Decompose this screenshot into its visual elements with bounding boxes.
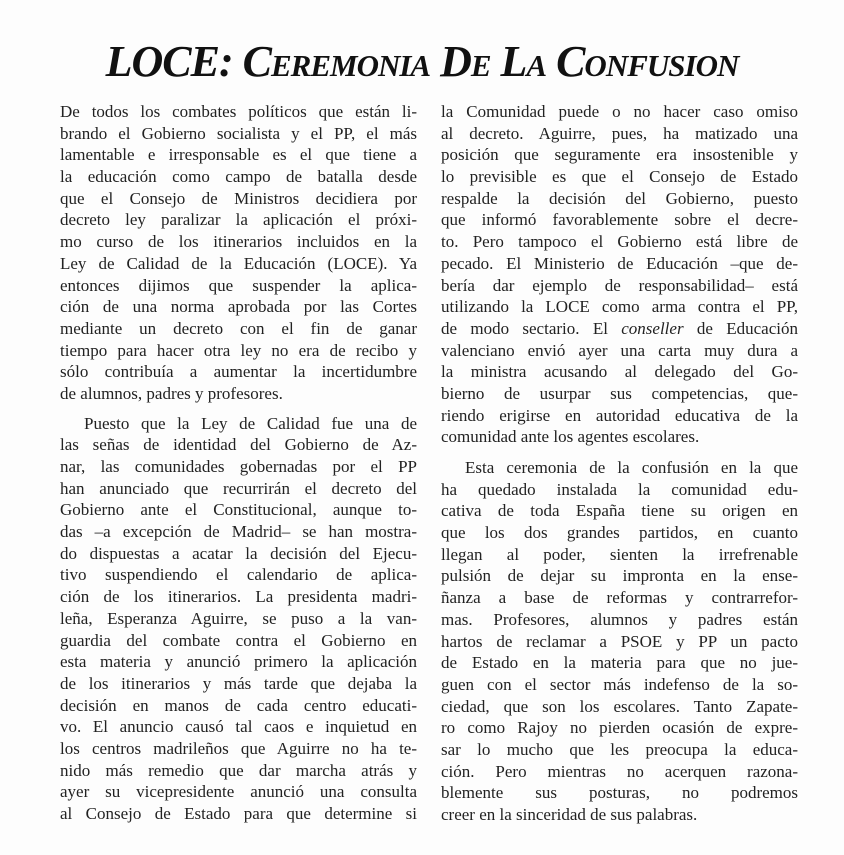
paragraph-gap [60, 405, 417, 413]
text-line: mediante un decreto con el fin de ganar [60, 318, 417, 338]
text-line: entonces dijimos que suspender la aplica- [60, 275, 417, 295]
text-line: la educación como campo de batalla desde [60, 167, 417, 187]
text-line: al Consejo de Estado para que determine si [60, 804, 417, 823]
text-line: ción de una norma aprobada por las Cortes [60, 297, 417, 317]
text-line: blemente sus posturas, no podremos [441, 783, 798, 803]
text-line: al decreto. Aguirre, pues, ha matizado una [441, 123, 798, 143]
text-line: do dispuestas a acatar la decisión del Ejecu- [60, 543, 417, 563]
text-line: los centros madrileños que Aguirre no ha te- [60, 738, 417, 758]
text-line: sólo contribuía a aumentar la incertidumbre [60, 362, 417, 382]
text-line: ñanza a base de reformas y contrarrefor- [441, 588, 798, 608]
text-line: de los itinerarios y más tarde que dejaba la [60, 673, 417, 693]
text-line: llegan al poder, sienten la irrefrenable [441, 544, 798, 564]
headline: LOCE: Ceremonia De La Confusion [105, 37, 739, 86]
text-line: das –a excepción de Madrid– se han mostra- [60, 522, 417, 542]
text-line: ha quedado instalada la comunidad edu- [441, 479, 798, 499]
text-line: mo curso de los itinerarios incluidos en la [60, 232, 417, 252]
text-line: ción de los itinerarios. La presidenta madri- [60, 587, 417, 607]
text-line: Ley de Calidad de la Educación (LOCE). Ya [60, 253, 417, 273]
text-line: decisión en manos de cada centro educati- [60, 695, 417, 715]
text-line: utilizando la LOCE como arma contra el PP, [441, 297, 798, 317]
text-line: guen con el sector más indefenso de la so- [441, 674, 798, 694]
text-line: han anunciado que recurrirán el decreto del [60, 478, 417, 498]
text-line: de modo sectario. El conseller de Educación [441, 318, 798, 338]
text-line: sar lo mucho que les preocupa la educa- [441, 739, 798, 759]
text-line: tiempo para hacer otra ley no era de recibo y [60, 340, 417, 360]
text-line: Esta ceremonia de la confusión en la que [465, 458, 798, 477]
text-line: respalde la decisión del Gobierno, puesto [441, 188, 798, 208]
text-line: que los dos grandes partidos, en cuanto [441, 523, 798, 543]
text-line: comunidad ante los agentes escolares. [441, 427, 700, 447]
text-line: de Estado en la materia para que no jue- [441, 653, 798, 673]
text-line: decreto ley paralizar la aplicación el próxi- [60, 210, 417, 230]
text-line: ayer su vicepresidente anunció una consulta [60, 782, 417, 802]
left-column [60, 101, 417, 825]
text-line: creer en la sinceridad de sus palabras. [441, 805, 698, 824]
text-line: lo previsible es que el Consejo de Estado [441, 167, 798, 187]
text-line: leña, Esperanza Aguirre, se puso a la van- [60, 608, 417, 628]
text-line: ción. Pero mientras no acerquen razona- [441, 761, 798, 781]
text-line: valenciano envió ayer una carta muy dura a [441, 340, 798, 360]
text-line: riendo erigirse en autoridad educativa de la [441, 405, 798, 425]
text-line: Puesto que la Ley de Calidad fue una de [84, 413, 417, 433]
text-line: pulsión de dejar su impronta en la ense- [441, 566, 798, 586]
text-line: ro como Rajoy no pierden ocasión de expre- [441, 718, 798, 738]
text-line: posición que seguramente era insostenible y [441, 145, 798, 165]
text-line: pecado. El Ministerio de Educación –que de- [441, 253, 798, 273]
text-line: que informó favorablemente sobre el decre- [441, 210, 798, 230]
text-line: guardia del combate contra el Gobierno en [60, 630, 417, 650]
text-line: la Comunidad puede o no hacer caso omiso [441, 102, 798, 121]
text-line: las señas de identidad del Gobierno de Az- [60, 435, 417, 455]
text-line: mas. Profesores, alumnos y padres están [441, 609, 798, 629]
text-line: ciedad, que son los escolares. Tanto Zapate- [441, 696, 798, 716]
text-line: bierno de usurpar sus competencias, que- [441, 383, 798, 403]
text-line: cativa de toda España tiene su origen en [441, 501, 798, 521]
text-line: nido más remedio que dar marcha atrás y [60, 760, 417, 780]
text-line: vo. El anuncio causó tal caos e inquietud en [60, 717, 417, 737]
text-line: que el Consejo de Ministros decidiera por [60, 188, 417, 208]
text-line: esta materia y anunció primero la aplicación [60, 652, 417, 672]
text-line: brando el Gobierno socialista y el PP, el más [60, 123, 417, 143]
paragraph-gap [441, 448, 798, 457]
text-line: la ministra acusando al delegado del Go- [441, 362, 798, 382]
text-line: lamentable e irresponsable es el que tiene a [60, 145, 417, 165]
right-column [441, 101, 798, 826]
text-line: De todos los combates políticos que están li- [60, 102, 417, 121]
text-line: hartos de reclamar a PSOE y PP un pacto [441, 631, 798, 651]
text-line: Gobierno ante el Constitucional, aunque to- [60, 500, 417, 520]
text-line: to. Pero tampoco el Gobierno está libre de [441, 232, 798, 252]
text-line: tivo suspendiendo el calendario de aplica- [60, 565, 417, 585]
text-line: bería dar ejemplo de responsabilidad– está [441, 275, 798, 295]
text-line: de alumnos, padres y profesores. [60, 383, 283, 403]
text-line: nar, las comunidades gobernadas por el PP [60, 457, 417, 476]
